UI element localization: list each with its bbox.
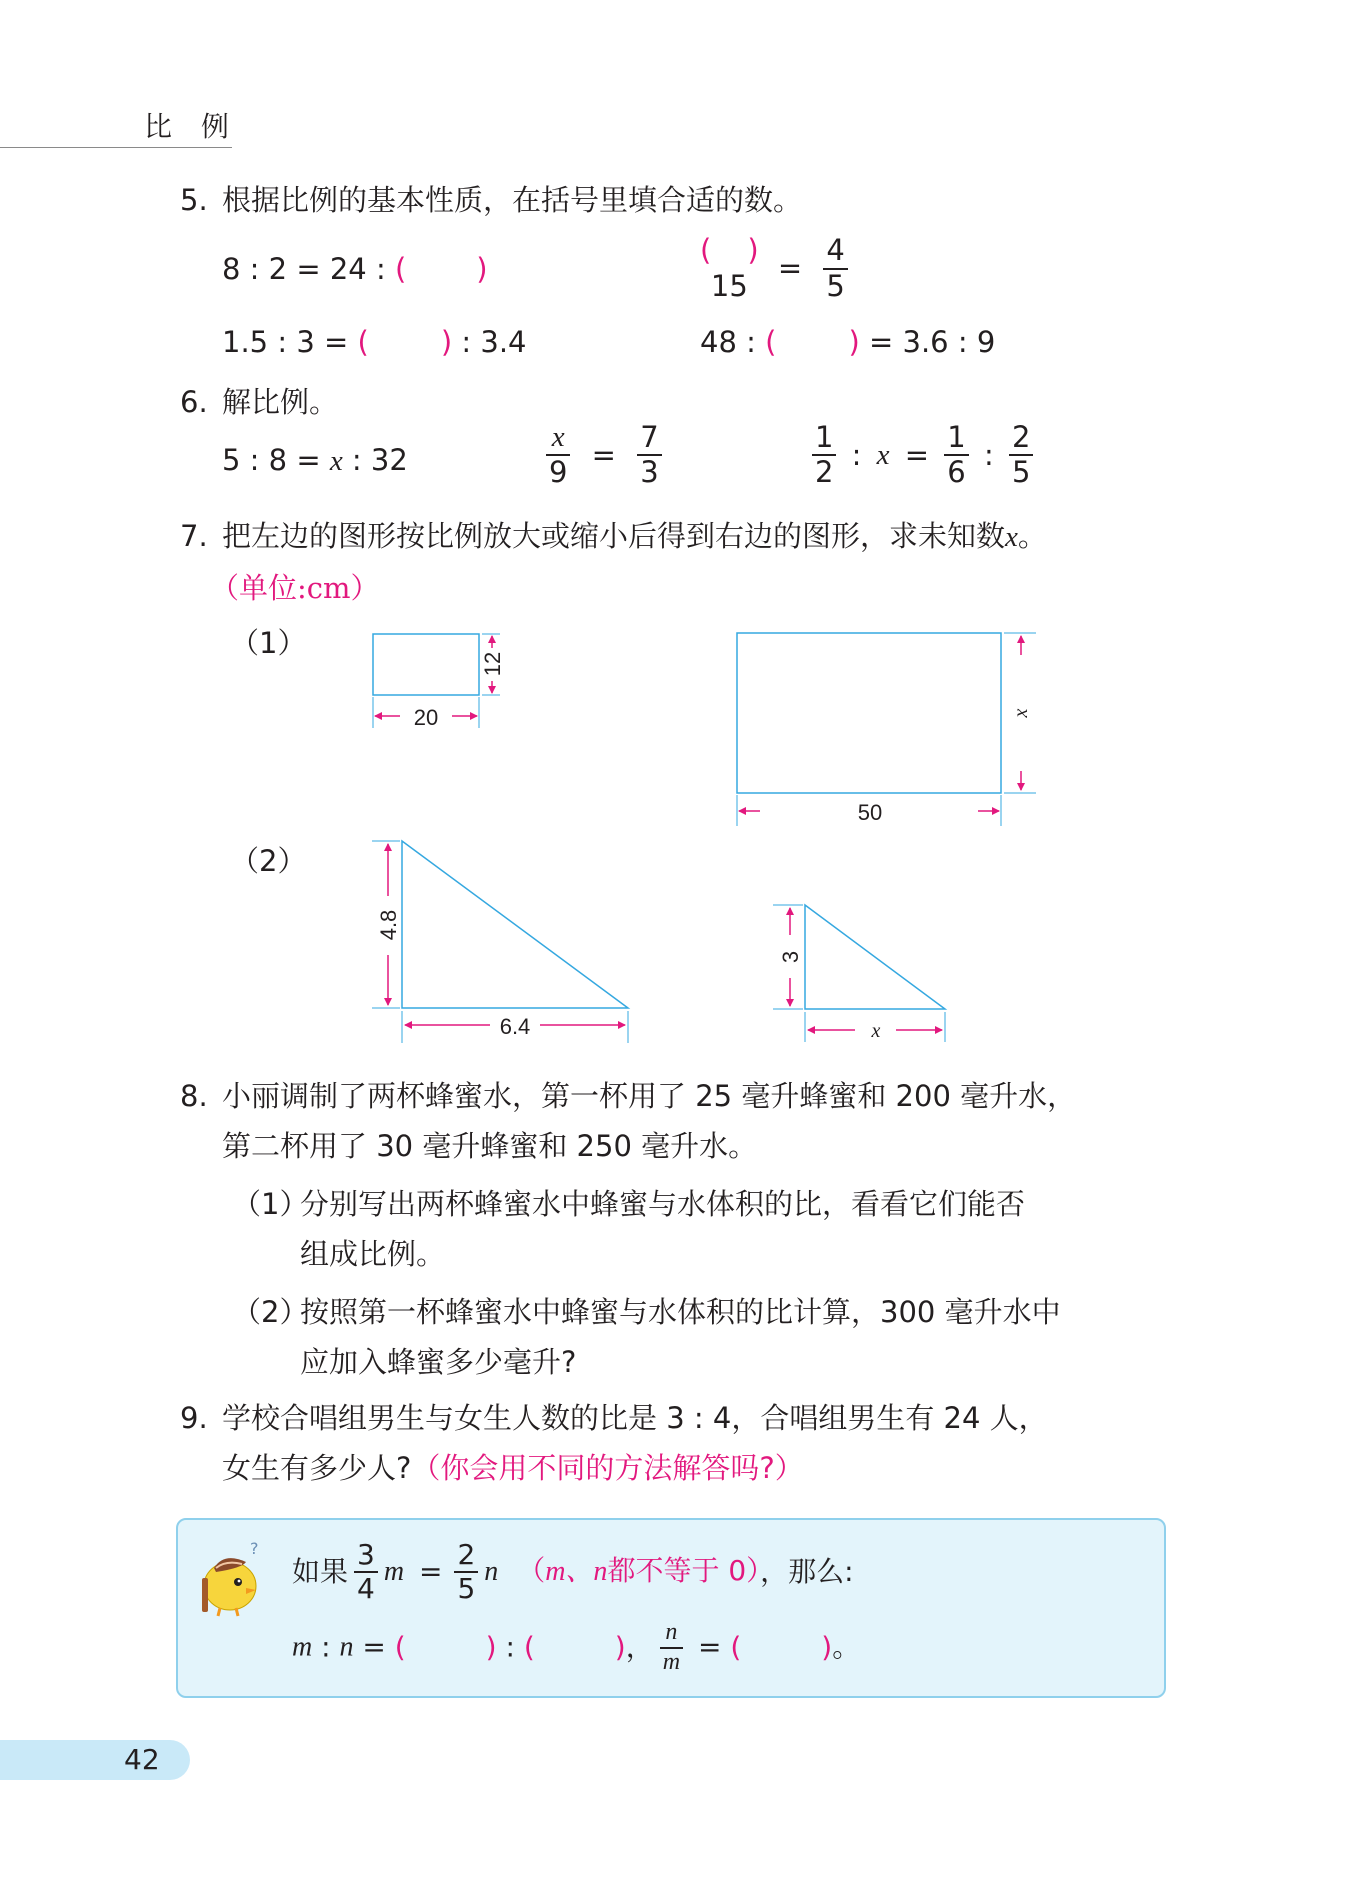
q5-eq3-text: 1.5 : 3 = (222, 325, 358, 359)
q5-eq1-close: ) (476, 252, 488, 286)
chick-mascot-icon (194, 1538, 274, 1618)
q5-eq2-open: ( (700, 233, 712, 267)
page-number-tab (0, 1740, 190, 1780)
q8-line2: 第二杯用了 30 毫升蜂蜜和 250 毫升水。 (222, 1129, 758, 1163)
q8-sub2-line1: 按照第一杯蜂蜜水中蜂蜜与水体积的比计算，300 毫升水中 (300, 1295, 1061, 1329)
tip-colon2: : (496, 1630, 524, 1664)
tip-end: 。 (832, 1630, 861, 1664)
tip-cond-mn: m、n (545, 1556, 608, 1588)
q6-eq2-num-r: 7 (640, 420, 659, 454)
tip-comma: ， (625, 1630, 654, 1664)
tip-blank1-close: ) (485, 1630, 497, 1664)
q5-eq2-den-r: 5 (826, 268, 845, 303)
tip-b-den: 5 (457, 1572, 476, 1606)
q5-eq4-text: 48 : (700, 325, 766, 359)
tri-small-base-label: x (871, 1020, 881, 1042)
q9-line2-text: 女生有多少人? (222, 1451, 412, 1485)
tip-line2-colon: : (312, 1630, 340, 1664)
tip-frac-den: m (662, 1649, 681, 1676)
tip-line2 (292, 1620, 860, 1675)
q5-eq3-close: ) (440, 325, 453, 359)
rect-large-width-label: 50 (857, 800, 883, 825)
q8-number: 8. (180, 1079, 208, 1113)
q9-line2-hint: （你会用不同的方法解答吗?） (411, 1451, 804, 1485)
tip-prefix: 如果 (292, 1554, 349, 1588)
q6-eq2-num: x (551, 421, 565, 453)
q6-eq1-x: x (329, 445, 343, 477)
tip-blank2-open: ( (523, 1630, 535, 1664)
tri-small (805, 905, 945, 1009)
q5-eq1-text: 8 : 2 = 24 : (222, 252, 395, 286)
q6-number: 6. (180, 385, 208, 419)
q7-instruction-end: 。 (1017, 519, 1047, 553)
q8-sub1-label: （1） (232, 1187, 309, 1221)
q5-eq4-tail: = 3.6 : 9 (859, 325, 996, 359)
q8-sub1-line2: 组成比例。 (300, 1237, 446, 1271)
q5-eq4-open: ( (765, 325, 777, 359)
q5-eq2-den: 15 (710, 269, 748, 303)
tip-blank1-open: ( (394, 1630, 406, 1664)
tri-small-group (773, 905, 945, 1042)
tip-cond-open: （ (517, 1554, 546, 1588)
q8-line1: 小丽调制了两杯蜂蜜水，第一杯用了 25 毫升蜂蜜和 200 毫升水， (222, 1079, 1077, 1113)
q5-eq1-open: ( (394, 252, 407, 286)
tip-frac-num: n (665, 1619, 678, 1645)
tip-blank2-close: ) (614, 1630, 626, 1664)
tip-line2-m: m (292, 1631, 313, 1663)
q5-eq3-open: ( (357, 325, 369, 359)
q6-eq3-equals: = (904, 437, 930, 472)
q6-instruction: 解比例。 (222, 385, 339, 419)
q5-number: 5. (180, 183, 208, 217)
q9-line1: 学校合唱组男生与女生人数的比是 3 : 4，合唱组男生有 24 人， (222, 1401, 1048, 1435)
svg-text:?: ? (250, 1539, 259, 1558)
q6-eq3-b-den: 6 (947, 455, 966, 490)
tri-large-height-label: 4.8 (376, 909, 401, 941)
tip-m: m (383, 1555, 405, 1587)
q8-sub1-line1: 分别写出两杯蜂蜜水中蜂蜜与水体积的比，看看它们能否 (300, 1187, 1026, 1221)
rect-small (373, 634, 479, 695)
q5-eq2-equals: = (777, 251, 803, 285)
q7-number: 7. (180, 519, 208, 553)
tip-blank3-close: ) (821, 1630, 833, 1664)
rect-large (737, 633, 1001, 793)
tri-large (402, 841, 628, 1008)
q6-eq3-x: x (876, 438, 890, 471)
tip-a-num: 3 (357, 1538, 375, 1571)
section-title: 比 例 (144, 110, 239, 143)
rect-large-group (737, 633, 1036, 826)
tip-line2-eq: = (353, 1630, 395, 1664)
q6-eq3-c-num: 2 (1011, 420, 1031, 454)
tip-line1 (292, 1540, 854, 1604)
tip-cond-text: 都不等于 0 (607, 1554, 747, 1588)
tip-blank3-open: ( (730, 1630, 742, 1664)
q8-sub2-line2: 应加入蜂蜜多少毫升? (300, 1345, 577, 1379)
tip-line2-n: n (339, 1631, 354, 1663)
q6-eq3-colon2: : (983, 437, 994, 472)
tip-n: n (484, 1555, 499, 1587)
tip-eq: = (418, 1554, 443, 1588)
q6-eq2-den-r: 3 (640, 455, 659, 490)
q9-number: 9. (180, 1401, 208, 1435)
q7-instruction-text: 把左边的图形按比例放大或缩小后得到右边的图形，求未知数 (222, 519, 1006, 553)
rect-small-group (373, 634, 505, 730)
q7-unit-note: （单位:cm） (210, 571, 380, 605)
rect-small-width-label: 20 (413, 705, 439, 730)
q6-eq3-a-num: 1 (815, 420, 834, 454)
q6-eq1-text: 5 : 8 = (222, 443, 330, 477)
q5-eq2-num-r: 4 (826, 233, 845, 268)
tri-large-base-label: 6.4 (499, 1014, 531, 1039)
tip-eq2: = (689, 1630, 731, 1664)
q8-sub2-label: （2） (232, 1295, 309, 1329)
q5-eq3-tail: : 3.4 (452, 325, 527, 359)
q6-eq3-colon: : (851, 437, 862, 472)
q7-part2-label: （2） (230, 844, 307, 878)
q5-eq4-close: ) (848, 325, 860, 359)
q6-eq3-c-den: 5 (1011, 455, 1031, 490)
tip-a-den: 4 (357, 1572, 375, 1606)
tri-small-height-label: 3 (778, 950, 803, 964)
tri-large-group (372, 841, 628, 1043)
q7-part1-label: （1） (230, 626, 307, 660)
q9-line2 (222, 1450, 804, 1486)
rect-small-height-label: 12 (480, 651, 505, 677)
tip-cond-close: ） (746, 1554, 761, 1588)
page-number: 42 (124, 1743, 160, 1776)
q5-instruction: 根据比例的基本性质，在括号里填合适的数。 (222, 183, 803, 217)
q5-eq2-close: ) (747, 233, 759, 267)
q7-instruction-x: x (1005, 521, 1018, 553)
tip-after: ，那么: (760, 1554, 854, 1588)
rect-large-height-label: x (1010, 708, 1032, 718)
tip-b-num: 2 (457, 1538, 476, 1571)
q6-eq3-b-num: 1 (947, 420, 966, 454)
q6-eq2-equals: = (591, 437, 616, 472)
q6-eq1-tail: : 32 (342, 443, 408, 477)
q6-eq3-a-den: 2 (815, 455, 834, 490)
q6-eq2-den: 9 (549, 455, 568, 490)
